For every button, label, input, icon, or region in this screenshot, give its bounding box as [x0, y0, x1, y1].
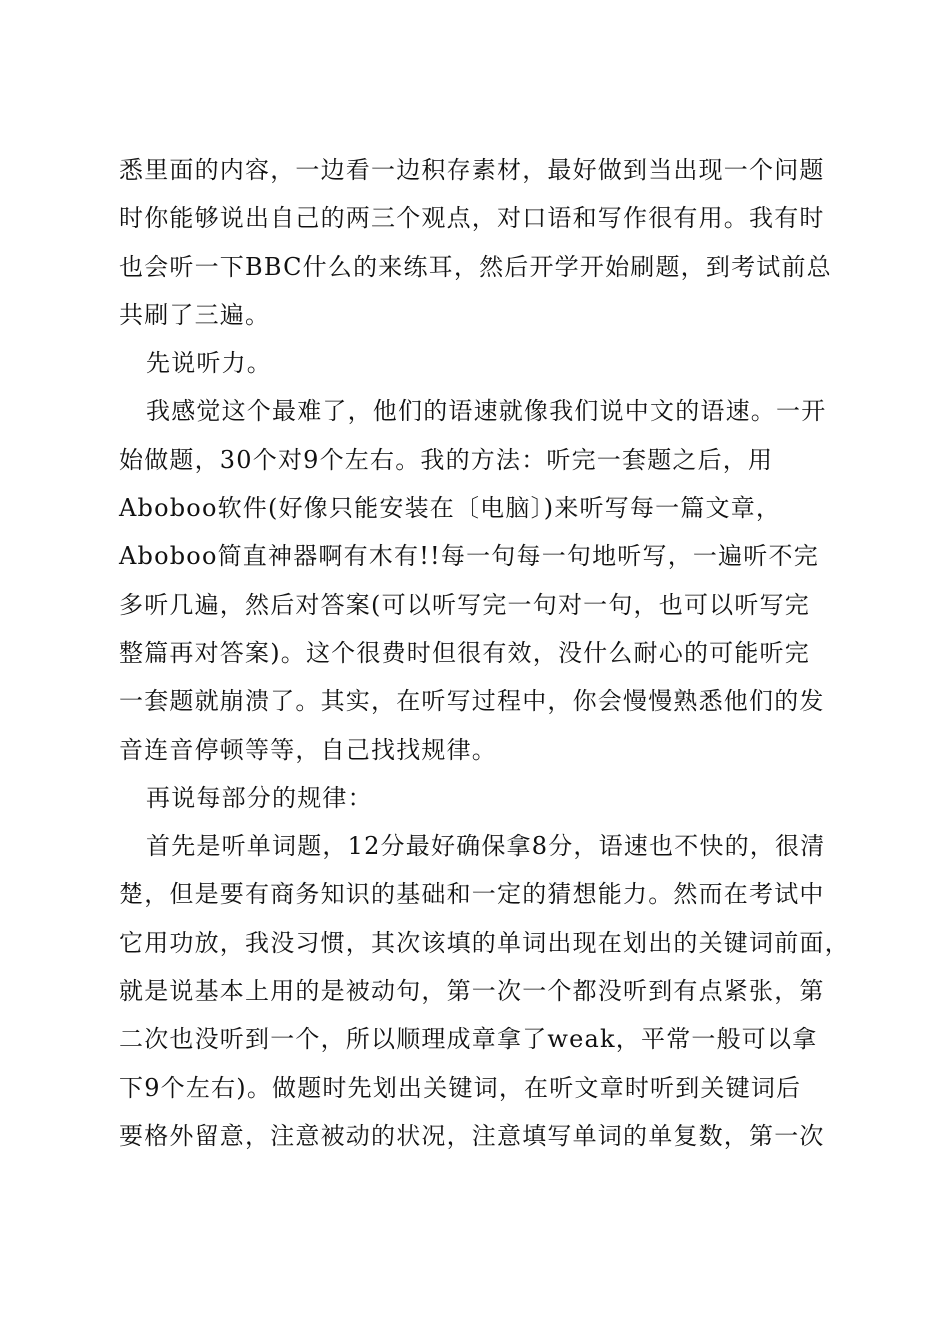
- text-line: 时你能够说出自己的两三个观点，对口语和写作很有用。我有时: [119, 204, 825, 233]
- text-line: Aboboo软件(好像只能安装在〔电脑〕)来听写每一篇文章，: [119, 494, 782, 523]
- text-line: 楚，但是要有商务知识的基础和一定的猜想能力。然而在考试中: [119, 880, 825, 909]
- paragraph-heading: 先说听力。: [146, 349, 272, 378]
- text-line: 二次也没听到一个，所以顺理成章拿了weak，平常一般可以拿: [119, 1025, 818, 1054]
- text-line: 悉里面的内容，一边看一边积存素材，最好做到当出现一个问题: [119, 156, 825, 184]
- text-line: 首先是听单词题，12分最好确保拿8分，语速也不快的，很清: [146, 832, 826, 861]
- text-line: 音连音停顿等等，自己找找规律。: [119, 735, 497, 764]
- text-line: 也会听一下BBC什么的来练耳，然后开学开始刷题，到考试前总: [119, 252, 832, 281]
- text-line: 共刷了三遍。: [119, 300, 271, 329]
- text-line: 始做题，30个对9个左右。我的方法：听完一套题之后，用: [119, 445, 774, 474]
- text-line: Aboboo简直神器啊有木有!!每一句每一句地听写，一遍听不完: [119, 542, 819, 571]
- text-line: 要格外留意，注意被动的状况，注意填写单词的单复数，第一次: [119, 1121, 825, 1150]
- document-body: [119, 146, 850, 1160]
- text-line: 就是说基本上用的是被动句，第一次一个都没听到有点紧张，第: [119, 977, 825, 1006]
- text-line: 我感觉这个最难了，他们的语速就像我们说中文的语速。一开: [146, 397, 827, 426]
- text-line: 多听几遍，然后对答案(可以听写完一句对一句，也可以听写完: [119, 590, 810, 619]
- paragraph-heading: 再说每部分的规律：: [146, 783, 373, 812]
- text-line: 下9个左右)。做题时先划出关键词，在听文章时听到关键词后: [119, 1073, 802, 1102]
- text-line: 它用功放，我没习惯，其次该填的单词出现在划出的关键词前面，: [119, 928, 850, 957]
- text-line: 整篇再对答案)。这个很费时但很有效，没什么耐心的可能听完: [119, 638, 810, 667]
- text-line: 一套题就崩溃了。其实，在听写过程中，你会慢慢熟悉他们的发: [119, 687, 825, 716]
